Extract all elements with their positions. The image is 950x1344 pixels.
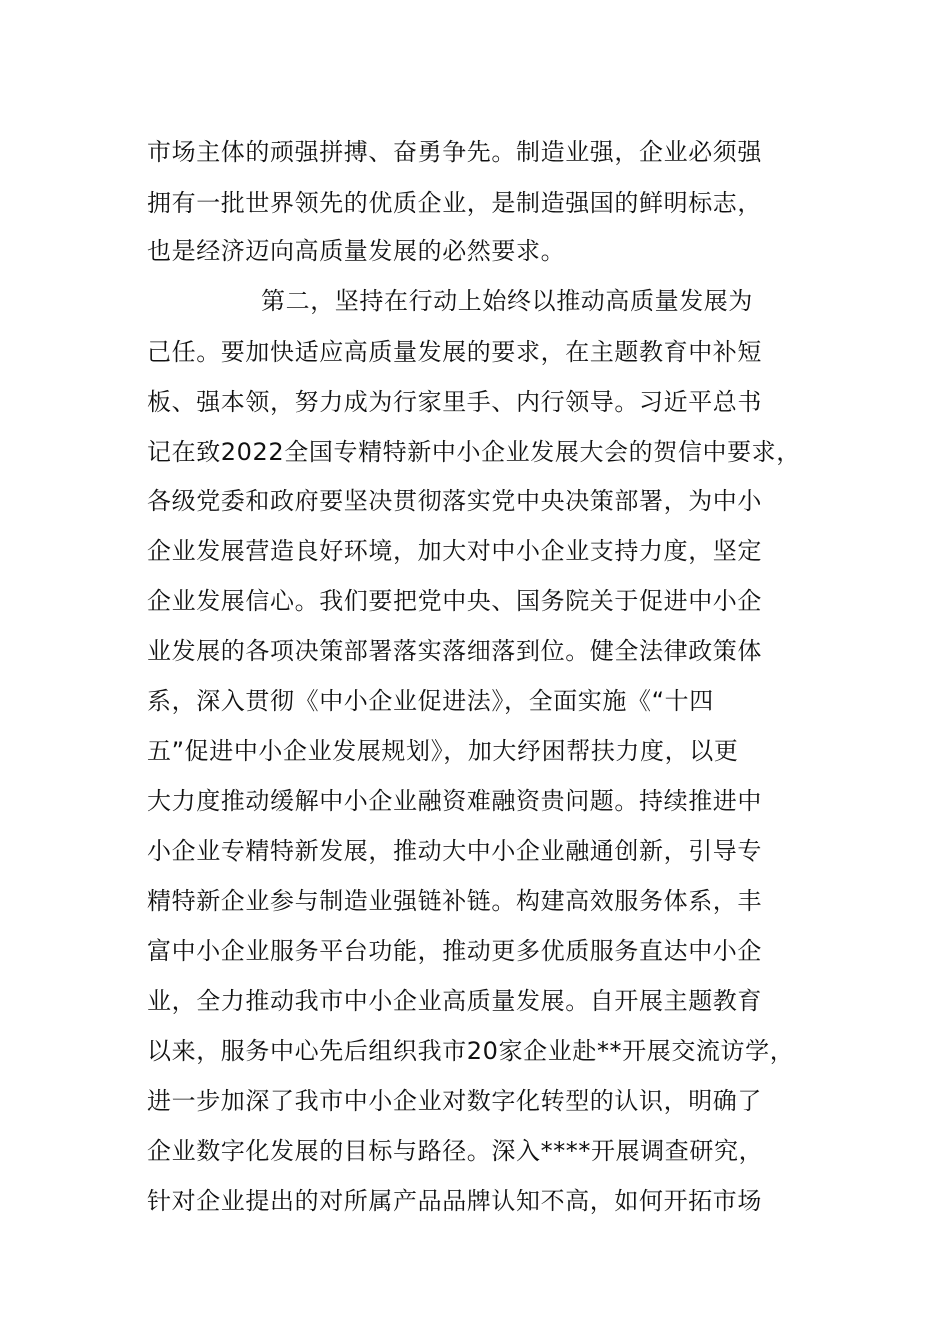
text-line: 也是经济迈向高质量发展的必然要求。 — [147, 237, 566, 265]
text-line: 板、强本领，努力成为行家里手、内行领导。习近平总书 — [147, 388, 762, 416]
paragraph-first-line: 第二，坚持在行动上始终以推动高质量发展为 — [261, 287, 753, 315]
text-line: 五”促进中小企业发展规划》，加大纾困帮扶力度，以更 — [147, 737, 739, 765]
text-line: 企业发展营造良好环境，加大对中小企业支持力度，坚定 — [147, 537, 762, 565]
text-line: 进一步加深了我市中小企业对数字化转型的认识，明确了 — [147, 1087, 762, 1115]
text-line: 各级党委和政府要坚决贯彻落实党中央决策部署，为中小 — [147, 487, 762, 515]
text-line: 大力度推动缓解中小企业融资难融资贵问题。持续推进中 — [147, 787, 762, 815]
text-line: 业发展的各项决策部署落实落细落到位。健全法律政策体 — [147, 637, 762, 665]
text-line: 精特新企业参与制造业强链补链。构建高效服务体系，丰 — [147, 887, 762, 915]
text-line: 富中小企业服务平台功能，推动更多优质服务直达中小企 — [147, 937, 762, 965]
text-line: 以来，服务中心先后组织我市20家企业赴**开展交流访学， — [147, 1037, 795, 1065]
text-line: 市场主体的顽强拼搏、奋勇争先。制造业强，企业必须强 — [147, 138, 762, 166]
text-line: 己任。要加快适应高质量发展的要求，在主题教育中补短 — [147, 338, 762, 366]
text-line: 企业发展信心。我们要把党中央、国务院关于促进中小企 — [147, 587, 762, 615]
text-line: 记在致2022全国专精特新中小企业发展大会的贺信中要求， — [147, 438, 801, 466]
text-line: 系，深入贯彻《中小企业促进法》，全面实施《“十四 — [147, 687, 714, 715]
text-line: 业，全力推动我市中小企业高质量发展。自开展主题教育 — [147, 987, 762, 1015]
text-line: 拥有一批世界领先的优质企业，是制造强国的鲜明标志， — [147, 189, 762, 217]
text-line: 企业数字化发展的目标与路径。深入****开展调查研究， — [147, 1137, 764, 1165]
text-line: 小企业专精特新发展，推动大中小企业融通创新，引导专 — [147, 837, 762, 865]
text-line: 针对企业提出的对所属产品品牌认知不高，如何开拓市场 — [147, 1187, 762, 1215]
